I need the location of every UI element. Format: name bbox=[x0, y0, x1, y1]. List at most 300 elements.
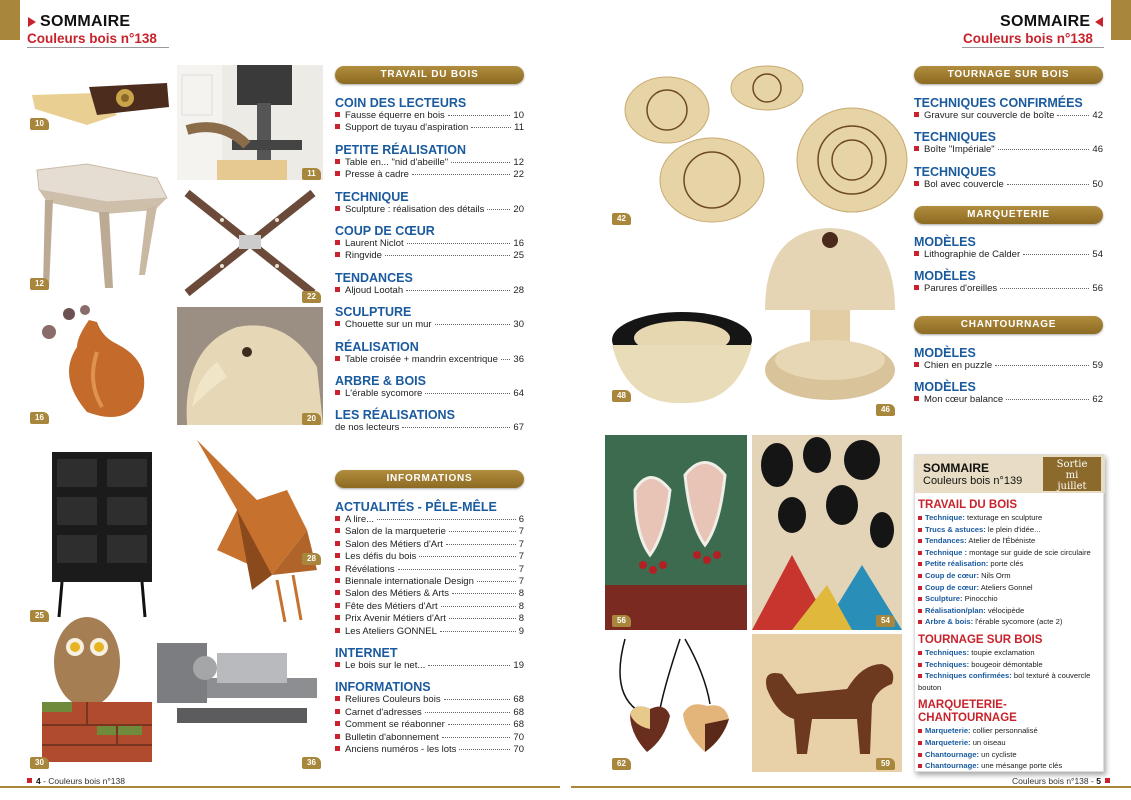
photo-badge: 16 bbox=[30, 412, 49, 424]
toc-entry-page: 36 bbox=[513, 353, 524, 365]
bullet-square-icon bbox=[335, 553, 340, 558]
leader-dots bbox=[451, 162, 510, 163]
toc-category-modeles: MODÈLES bbox=[914, 269, 976, 284]
toc-entry[interactable] bbox=[914, 360, 1103, 372]
section-pill-tournage: TOURNAGE SUR BOIS bbox=[914, 66, 1103, 84]
next-entry-topic: bougeoir démontable bbox=[969, 659, 1043, 669]
toc-entry-title: Prix Avenir Métiers d'Art bbox=[345, 613, 446, 625]
next-issue-entry bbox=[918, 547, 1102, 559]
next-issue-entry bbox=[918, 582, 1102, 594]
toc-entry-title: Sculpture : réalisation des détails bbox=[345, 203, 485, 215]
bullet-square-icon bbox=[335, 746, 340, 751]
toc-entry-title: L'érable sycomore bbox=[345, 388, 423, 400]
left-header-bar bbox=[0, 0, 20, 40]
photo-lathe-chuck bbox=[147, 623, 323, 770]
toc-entry-title: de nos lecteurs bbox=[335, 422, 400, 434]
section-pill-informations: INFORMATIONS bbox=[335, 470, 524, 488]
toc-entry[interactable] bbox=[914, 144, 1103, 156]
toc-entry-page: 50 bbox=[1092, 178, 1103, 190]
photo-wooden-gourd bbox=[27, 292, 172, 425]
toc-entry-title: Reliures Couleurs bois bbox=[345, 694, 441, 706]
next-entry-topic: montage sur guide de scie circulaire bbox=[967, 547, 1091, 557]
leader-dots bbox=[446, 544, 516, 545]
toc-entry[interactable] bbox=[335, 388, 524, 400]
toc-entry[interactable] bbox=[335, 719, 524, 731]
right-footer bbox=[1012, 776, 1110, 786]
toc-entry[interactable] bbox=[914, 394, 1103, 406]
next-issue-entry bbox=[918, 737, 1102, 749]
left-header-arrow-icon bbox=[28, 17, 36, 27]
left-header-subtitle: Couleurs bois n°138 bbox=[27, 31, 157, 46]
toc-entry[interactable] bbox=[335, 564, 524, 576]
toc-entry[interactable] bbox=[335, 204, 524, 216]
leader-dots bbox=[435, 324, 511, 325]
toc-entry-title: Laurent Niclot bbox=[345, 238, 404, 250]
toc-entry-title: Mon cœur balance bbox=[924, 394, 1004, 406]
toc-category-coup-de-c-ur: COUP DE CŒUR bbox=[335, 224, 435, 239]
leader-dots bbox=[448, 115, 511, 116]
toc-entry-page: 28 bbox=[513, 284, 524, 296]
bullet-square-icon bbox=[914, 251, 919, 256]
toc-entry[interactable] bbox=[335, 626, 524, 638]
next-entry-rubric: Trucs & astuces: bbox=[925, 524, 986, 534]
next-entry-rubric: Technique: bbox=[925, 513, 965, 522]
left-bottom-rule bbox=[0, 786, 560, 788]
bullet-square-icon bbox=[335, 356, 340, 361]
next-entry-rubric: Sculpture: bbox=[925, 594, 963, 604]
toc-entry-page: 30 bbox=[513, 319, 524, 331]
toc-entry[interactable] bbox=[335, 422, 524, 434]
next-entry-topic: un cycliste bbox=[979, 749, 1017, 759]
photo-badge: 48 bbox=[612, 390, 631, 402]
toc-entry[interactable] bbox=[335, 707, 524, 719]
bullet-square-icon bbox=[335, 615, 340, 620]
next-entry-topic: texturage en sculpture bbox=[964, 513, 1043, 522]
photo-badge: 20 bbox=[302, 413, 321, 425]
toc-entry-title: Salon des Métiers & Arts bbox=[345, 588, 450, 600]
toc-entry-page: 70 bbox=[513, 744, 524, 756]
toc-entry-page: 9 bbox=[518, 625, 524, 637]
next-entry-topic: porte clés bbox=[988, 559, 1024, 569]
bullet-square-icon bbox=[335, 528, 340, 533]
toc-category-sculpture: SCULPTURE bbox=[335, 305, 412, 320]
toc-entry-title: Fête des Métiers d'Art bbox=[345, 600, 438, 612]
toc-entry-page: 7 bbox=[518, 563, 524, 575]
toc-category-modeles: MODÈLES bbox=[914, 346, 976, 360]
next-entry-topic: Atelier de l'Ébéniste bbox=[966, 536, 1036, 546]
toc-entry[interactable] bbox=[335, 110, 524, 122]
toc-entry-page: 70 bbox=[513, 731, 524, 743]
photo-honeycomb-table bbox=[27, 160, 172, 290]
right-header-arrow-icon bbox=[1095, 17, 1103, 27]
next-entry-rubric: Technique : bbox=[925, 547, 968, 557]
right-bottom-rule bbox=[571, 786, 1131, 788]
left-footer-text: - Couleurs bois n°138 bbox=[40, 776, 125, 786]
toc-entry-title: Révélations bbox=[345, 563, 395, 575]
bullet-square-icon bbox=[914, 362, 919, 367]
toc-entry-title: Biennale internationale Design bbox=[345, 576, 474, 588]
bullet-square-icon bbox=[335, 206, 340, 211]
next-issue-entry bbox=[918, 659, 1102, 671]
next-entry-rubric: Arbre & bois: bbox=[925, 617, 974, 627]
left-header-title: SOMMAIRE bbox=[40, 13, 131, 30]
photo-engraved-boxes bbox=[607, 60, 922, 230]
next-issue-title: SOMMAIRE bbox=[923, 461, 989, 475]
next-category-travail-du-bois: TRAVAIL DU BOIS bbox=[918, 499, 1018, 511]
release-tag-line: mi bbox=[1065, 470, 1079, 481]
toc-entry[interactable] bbox=[335, 601, 524, 613]
toc-category-petite-realisation: PETITE RÉALISATION bbox=[335, 142, 467, 157]
toc-entry-title: Salon des Métiers d'Art bbox=[345, 538, 443, 550]
toc-category-internet: INTERNET bbox=[335, 646, 398, 661]
toc-entry-title: Les défis du bois bbox=[345, 551, 417, 563]
bullet-square-icon bbox=[918, 663, 922, 667]
photo-owl-on-wall bbox=[27, 607, 155, 770]
photo-eagle-sculpture bbox=[177, 307, 323, 425]
toc-entry-page: 12 bbox=[513, 156, 524, 168]
next-entry-topic: le plein d'idée... bbox=[985, 524, 1041, 534]
next-entry-rubric: Chantournage: bbox=[925, 749, 979, 759]
bullet-square-icon bbox=[335, 516, 340, 521]
toc-entry[interactable] bbox=[335, 660, 524, 672]
leader-dots bbox=[425, 712, 511, 713]
toc-category-tendances: TENDANCES bbox=[335, 270, 413, 285]
toc-entry-page: 68 bbox=[513, 719, 524, 731]
toc-entry-page: 8 bbox=[518, 600, 524, 612]
toc-entry-page: 6 bbox=[518, 514, 524, 525]
next-issue-entry bbox=[918, 593, 1102, 605]
leader-dots bbox=[448, 724, 511, 725]
right-page-number: 5 bbox=[1096, 776, 1101, 786]
toc-entry[interactable] bbox=[335, 238, 524, 250]
leader-dots bbox=[377, 519, 516, 520]
next-category-tournage-sur-bois: TOURNAGE SUR BOIS bbox=[918, 633, 1043, 646]
toc-entry[interactable] bbox=[335, 613, 524, 625]
next-category-marqueterie-chantournage: MARQUETERIE-CHANTOURNAGE bbox=[918, 699, 1017, 725]
release-date-tag bbox=[1043, 457, 1101, 491]
toc-tournage bbox=[914, 96, 1103, 191]
toc-entry-page: 7 bbox=[518, 551, 524, 563]
photo-badge: 59 bbox=[876, 758, 895, 770]
photo-badge: 22 bbox=[302, 291, 321, 303]
leader-dots bbox=[425, 393, 510, 394]
toc-entry-page: 7 bbox=[518, 526, 524, 538]
photo-marquetry-earrings bbox=[605, 435, 747, 630]
leader-dots bbox=[442, 737, 511, 738]
toc-entry[interactable] bbox=[335, 588, 524, 600]
next-issue-entry bbox=[918, 512, 1102, 524]
toc-entry-page: 68 bbox=[513, 706, 524, 718]
right-footer-text: Couleurs bois n°138 - bbox=[1012, 776, 1097, 786]
leader-dots bbox=[385, 255, 510, 256]
photo-turned-bowl bbox=[607, 305, 757, 405]
toc-entry-page: 54 bbox=[1092, 249, 1103, 260]
toc-entry[interactable] bbox=[335, 319, 524, 331]
toc-category-techniques-confirmees: TECHNIQUES CONFIRMÉES bbox=[914, 96, 1083, 110]
next-entry-rubric: Techniques: bbox=[925, 647, 970, 657]
toc-entry-page: 64 bbox=[513, 388, 524, 400]
bullet-square-icon bbox=[335, 390, 340, 395]
toc-entry-page: 16 bbox=[513, 238, 524, 250]
bullet-square-icon bbox=[914, 285, 919, 290]
bullet-square-icon bbox=[335, 124, 340, 129]
photo-badge: 46 bbox=[876, 404, 895, 416]
photo-badge: 11 bbox=[302, 168, 321, 180]
next-entry-topic: bol texturé à couvercle bouton bbox=[918, 671, 1091, 692]
toc-entry-page: 59 bbox=[1092, 360, 1103, 371]
right-header-subtitle: Couleurs bois n°138 bbox=[963, 31, 1093, 46]
photo-badge: 25 bbox=[30, 610, 49, 622]
bullet-square-icon bbox=[918, 609, 922, 613]
leader-dots bbox=[1006, 399, 1089, 400]
toc-entry-page: 42 bbox=[1092, 110, 1103, 121]
bullet-square-icon bbox=[335, 171, 340, 176]
toc-entry-title: Salon de la marqueterie bbox=[345, 526, 446, 538]
bullet-square-icon bbox=[918, 764, 922, 768]
section-pill-travail-du-bois: TRAVAIL DU BOIS bbox=[335, 66, 524, 84]
toc-category-modeles: MODÈLES bbox=[914, 235, 976, 249]
photo-calder-lithograph bbox=[752, 435, 902, 630]
toc-entry-page: 46 bbox=[1092, 144, 1103, 156]
toc-entry-page: 7 bbox=[518, 538, 524, 550]
bullet-square-icon bbox=[918, 551, 922, 555]
bullet-square-icon bbox=[918, 574, 922, 578]
next-entry-rubric: Réalisation/plan: bbox=[925, 605, 986, 615]
toc-entry-title: Les Ateliers GONNEL bbox=[345, 625, 437, 637]
bullet-square-icon bbox=[335, 628, 340, 633]
bullet-square-icon bbox=[335, 541, 340, 546]
leader-dots bbox=[440, 631, 516, 632]
next-entry-topic: l'érable sycomore (acte 2) bbox=[973, 617, 1063, 627]
toc-entry[interactable] bbox=[335, 169, 524, 181]
left-page-number: 4 bbox=[36, 776, 41, 786]
toc-entry-page: 62 bbox=[1092, 394, 1103, 406]
photo-badge: 56 bbox=[612, 615, 631, 627]
bullet-square-icon bbox=[335, 578, 340, 583]
toc-entry[interactable] bbox=[335, 122, 524, 134]
toc-category-arbre-bois: ARBRE & BOIS bbox=[335, 374, 426, 389]
toc-entry[interactable] bbox=[914, 179, 1103, 191]
toc-entry-title: Presse à cadre bbox=[345, 169, 409, 181]
leader-dots bbox=[995, 365, 1089, 366]
section-pill-marqueterie: MARQUETERIE bbox=[914, 206, 1103, 224]
toc-marqueterie bbox=[914, 235, 1103, 296]
toc-entry-title: Carnet d'adresses bbox=[345, 706, 422, 718]
bullet-square-icon bbox=[914, 146, 919, 151]
next-entry-topic: toupie exclamation bbox=[969, 647, 1035, 657]
toc-entry-page: 8 bbox=[518, 588, 524, 600]
photo-dog-puzzle bbox=[752, 634, 902, 772]
leader-dots bbox=[412, 174, 511, 175]
bullet-square-icon bbox=[918, 620, 922, 624]
leader-dots bbox=[1023, 254, 1089, 255]
next-entry-rubric: Techniques confirmées: bbox=[925, 671, 1012, 681]
bullet-square-icon bbox=[918, 586, 922, 590]
leader-dots bbox=[477, 581, 516, 582]
bullet-square-icon bbox=[335, 252, 340, 257]
photo-badge: 54 bbox=[876, 615, 895, 627]
bullet-square-icon bbox=[914, 396, 919, 401]
bullet-square-icon bbox=[918, 753, 922, 757]
next-issue-entry bbox=[918, 749, 1102, 761]
photo-black-cabinet bbox=[27, 447, 177, 622]
toc-entry-title: Table en... "nid d'abeille" bbox=[345, 156, 449, 168]
photo-badge: 28 bbox=[302, 553, 321, 565]
toc-travail-du-bois bbox=[335, 96, 524, 435]
toc-entry-title: A lire... bbox=[345, 514, 375, 525]
toc-entry-title: Parures d'oreilles bbox=[924, 283, 998, 295]
toc-category-informations: INFORMATIONS bbox=[335, 680, 431, 695]
toc-entry[interactable] bbox=[335, 551, 524, 563]
next-entry-rubric: Coup de cœur: bbox=[925, 582, 979, 592]
toc-entry[interactable] bbox=[914, 249, 1103, 261]
next-issue-entry bbox=[918, 605, 1102, 617]
bullet-square-icon bbox=[918, 674, 922, 678]
bullet-square-icon bbox=[335, 590, 340, 595]
bullet-square-icon bbox=[918, 597, 922, 601]
bullet-square-icon bbox=[335, 721, 340, 726]
next-entry-rubric: Marqueterie: bbox=[925, 726, 971, 736]
leader-dots bbox=[398, 569, 516, 570]
next-entry-topic: Ateliers Gonnel bbox=[979, 582, 1033, 592]
toc-entry[interactable] bbox=[914, 110, 1103, 122]
next-entry-topic: collier personnalisé bbox=[970, 726, 1038, 736]
leader-dots bbox=[419, 556, 515, 557]
leader-dots bbox=[1000, 288, 1089, 289]
toc-category-techniques: TECHNIQUES bbox=[914, 164, 996, 179]
toc-entry[interactable] bbox=[335, 744, 524, 756]
leader-dots bbox=[449, 531, 516, 532]
next-entry-rubric: Tendances: bbox=[925, 536, 967, 546]
toc-entry-title: Table croisée + mandrin excentrique bbox=[345, 353, 498, 365]
toc-entry[interactable] bbox=[335, 694, 524, 706]
toc-entry-page: 67 bbox=[513, 422, 524, 434]
next-entry-topic: Nils Orm bbox=[979, 570, 1011, 580]
next-entry-topic: un oiseau bbox=[970, 737, 1006, 747]
next-issue-subtitle: Couleurs bois n°139 bbox=[923, 475, 1023, 487]
toc-informations bbox=[335, 500, 524, 757]
leader-dots bbox=[428, 665, 510, 666]
toc-entry-title: Comment se réabonner bbox=[345, 719, 445, 731]
toc-entry-title: Chien en puzzle bbox=[924, 360, 993, 371]
toc-entry-title: Gravure sur couvercle de boîte bbox=[924, 110, 1055, 121]
toc-category-modeles: MODÈLES bbox=[914, 380, 976, 395]
leader-dots bbox=[406, 290, 510, 291]
bullet-square-icon bbox=[918, 562, 922, 566]
toc-entry[interactable] bbox=[335, 354, 524, 366]
toc-entry[interactable] bbox=[335, 157, 524, 169]
photo-badge: 30 bbox=[30, 757, 49, 769]
next-entry-topic: vélocipède bbox=[985, 605, 1025, 615]
bullet-square-icon bbox=[918, 741, 922, 745]
bullet-square-icon bbox=[335, 240, 340, 245]
bullet-square-icon bbox=[335, 696, 340, 701]
next-issue-entry bbox=[918, 570, 1102, 582]
footer-square-icon bbox=[1105, 778, 1110, 783]
toc-entry-title: Aljoud Lootah bbox=[345, 284, 404, 296]
bullet-square-icon bbox=[335, 662, 340, 667]
next-entry-rubric: Chantournage: bbox=[925, 761, 979, 771]
toc-category-realisation: RÉALISATION bbox=[335, 339, 419, 354]
right-header-title: SOMMAIRE bbox=[1000, 13, 1091, 30]
leader-dots bbox=[444, 699, 511, 700]
toc-entry[interactable] bbox=[335, 576, 524, 588]
release-tag-line: Sortie bbox=[1056, 459, 1088, 470]
photo-origami-wood-sculpture bbox=[177, 430, 323, 625]
leader-dots bbox=[441, 606, 516, 607]
leader-dots bbox=[459, 749, 510, 750]
photo-heart-pendants bbox=[605, 634, 747, 772]
toc-entry-title: Lithographie de Calder bbox=[924, 249, 1021, 260]
leader-dots bbox=[1057, 115, 1089, 116]
toc-entry[interactable] bbox=[335, 526, 524, 538]
bullet-square-icon bbox=[918, 729, 922, 733]
next-issue-entry bbox=[918, 760, 1102, 772]
toc-entry-page: 19 bbox=[513, 660, 524, 672]
toc-entry-title: Ringvide bbox=[345, 250, 382, 262]
toc-entry-title: Bol avec couvercle bbox=[924, 178, 1004, 190]
bullet-square-icon bbox=[914, 112, 919, 117]
toc-entry-title: Fausse équerre en bois bbox=[345, 110, 445, 121]
toc-category-coin-des-lecteurs: COIN DES LECTEURS bbox=[335, 96, 467, 110]
next-issue-entry bbox=[918, 558, 1102, 570]
leader-dots bbox=[452, 593, 516, 594]
next-entry-topic: une mésange porte clés bbox=[979, 761, 1063, 771]
toc-entry[interactable] bbox=[335, 732, 524, 744]
toc-entry[interactable] bbox=[914, 283, 1103, 295]
toc-entry-page: 8 bbox=[518, 613, 524, 625]
toc-entry[interactable] bbox=[335, 250, 524, 262]
bullet-square-icon bbox=[918, 516, 922, 520]
toc-entry[interactable] bbox=[335, 539, 524, 551]
toc-entry[interactable] bbox=[335, 285, 524, 297]
bullet-square-icon bbox=[918, 539, 922, 543]
toc-entry-title: Le bois sur le net... bbox=[345, 660, 426, 672]
toc-entry[interactable] bbox=[335, 514, 524, 526]
bullet-square-icon bbox=[918, 528, 922, 532]
section-pill-chantournage: CHANTOURNAGE bbox=[914, 316, 1103, 334]
right-header-rule bbox=[962, 47, 1104, 48]
toc-entry-page: 10 bbox=[513, 110, 524, 121]
toc-category-les-realisations: LES RÉALISATIONS bbox=[335, 408, 455, 423]
photo-badge: 10 bbox=[30, 118, 49, 130]
toc-entry-page: 56 bbox=[1092, 283, 1103, 295]
bullet-square-icon bbox=[335, 603, 340, 608]
next-issue-box bbox=[914, 454, 1104, 772]
left-footer bbox=[27, 776, 125, 786]
next-entry-rubric: Marqueterie: bbox=[925, 737, 971, 747]
toc-entry-title: Support de tuyau d'aspiration bbox=[345, 122, 469, 134]
toc-entry-page: 22 bbox=[513, 169, 524, 181]
leader-dots bbox=[487, 209, 510, 210]
leader-dots bbox=[407, 243, 511, 244]
next-entry-rubric: Petite réalisation: bbox=[925, 559, 989, 569]
next-entry-topic: Pinocchio bbox=[962, 594, 998, 604]
toc-entry-title: Boîte "Impériale" bbox=[924, 144, 995, 156]
right-header-bar bbox=[1111, 0, 1131, 40]
toc-chantournage bbox=[914, 346, 1103, 407]
leader-dots bbox=[449, 618, 516, 619]
bullet-square-icon bbox=[335, 734, 340, 739]
release-tag-line: juillet bbox=[1057, 481, 1087, 492]
toc-entry-title: Anciens numéros - les lots bbox=[345, 744, 457, 756]
toc-entry-page: 11 bbox=[514, 122, 524, 134]
next-issue-entry bbox=[918, 616, 1102, 628]
leader-dots bbox=[501, 359, 511, 360]
next-issue-entry bbox=[918, 524, 1102, 536]
photo-badge: 62 bbox=[612, 758, 631, 770]
toc-category-techniques: TECHNIQUES bbox=[914, 130, 996, 145]
